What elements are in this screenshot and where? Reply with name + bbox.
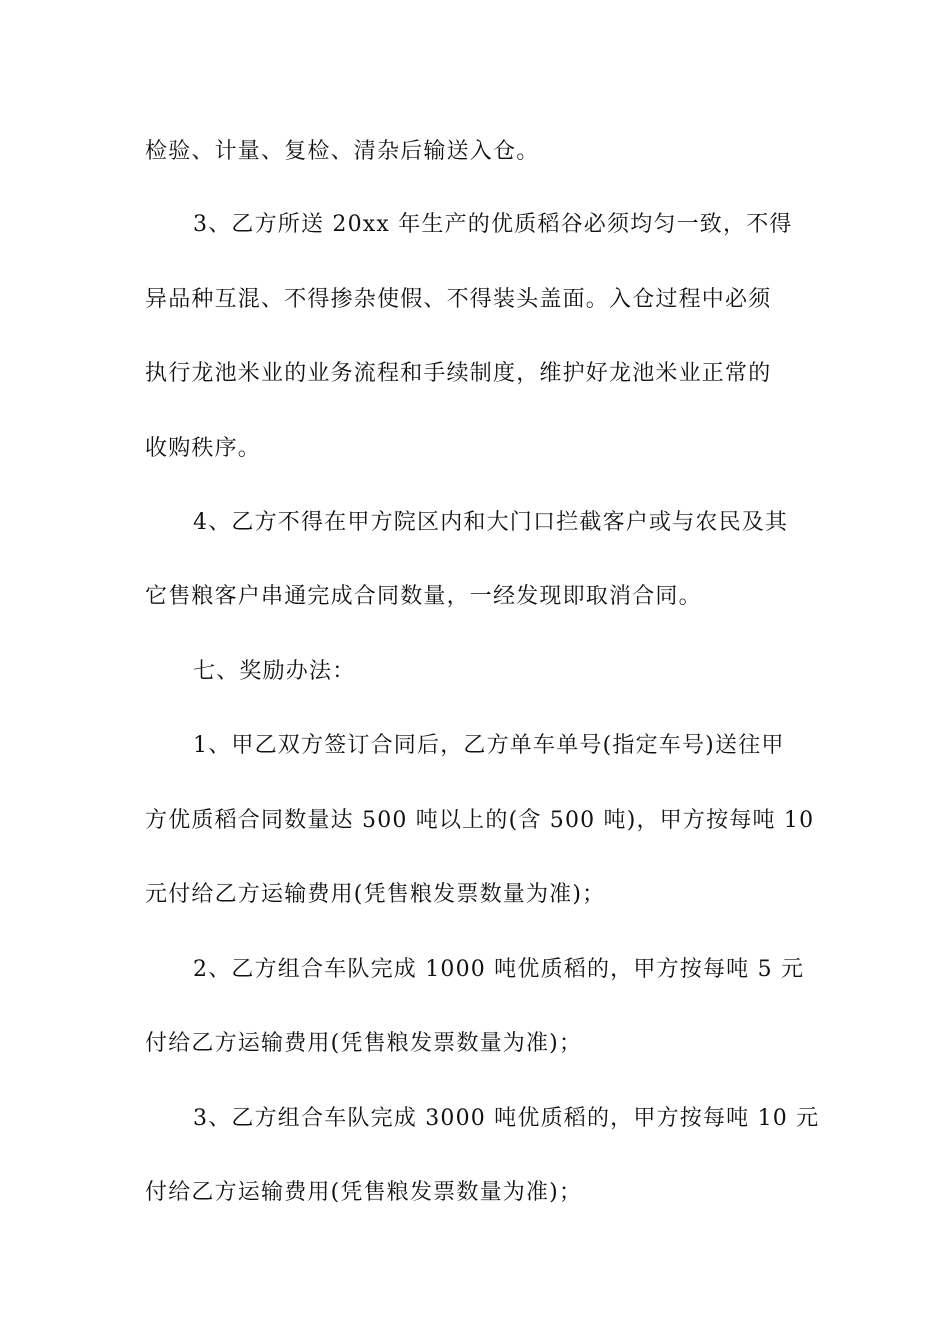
text-line: 付给乙方运输费用(凭售粮发票数量为准)； xyxy=(145,1180,583,1205)
text-line: 1、甲乙双方签订合同后，乙方单车单号(指定车号)送往甲 xyxy=(193,733,785,758)
text-line: 2、乙方组合车队完成 1000 吨优质稻的，甲方按每吨 5 元 xyxy=(193,957,805,982)
text-line: 4、乙方不得在甲方院区内和大门口拦截客户或与农民及其 xyxy=(193,510,789,535)
text-line: 它售粮客户串通完成合同数量，一经发现即取消合同。 xyxy=(145,584,702,609)
section-heading: 七、奖励办法： xyxy=(193,659,356,684)
text-line: 3、乙方组合车队完成 3000 吨优质稻的，甲方按每吨 10 元 xyxy=(193,1106,820,1131)
text-line: 元付给乙方运输费用(凭售粮发票数量为准)； xyxy=(145,882,606,907)
text-line: 检验、计量、复检、清杂后输送入仓。 xyxy=(145,139,540,164)
text-line: 3、乙方所送 20xx 年生产的优质稻谷必须均匀一致，不得 xyxy=(193,212,793,237)
text-line: 收购秩序。 xyxy=(145,436,262,461)
text-line: 付给乙方运输费用(凭售粮发票数量为准)； xyxy=(145,1031,583,1056)
text-line: 方优质稻合同数量达 500 吨以上的(含 500 吨)，甲方按每吨 10 xyxy=(145,808,815,833)
text-line: 异品种互混、不得掺杂使假、不得装头盖面。入仓过程中必须 xyxy=(145,287,772,312)
text-line: 执行龙池米业的业务流程和手续制度，维护好龙池米业正常的 xyxy=(145,361,772,386)
